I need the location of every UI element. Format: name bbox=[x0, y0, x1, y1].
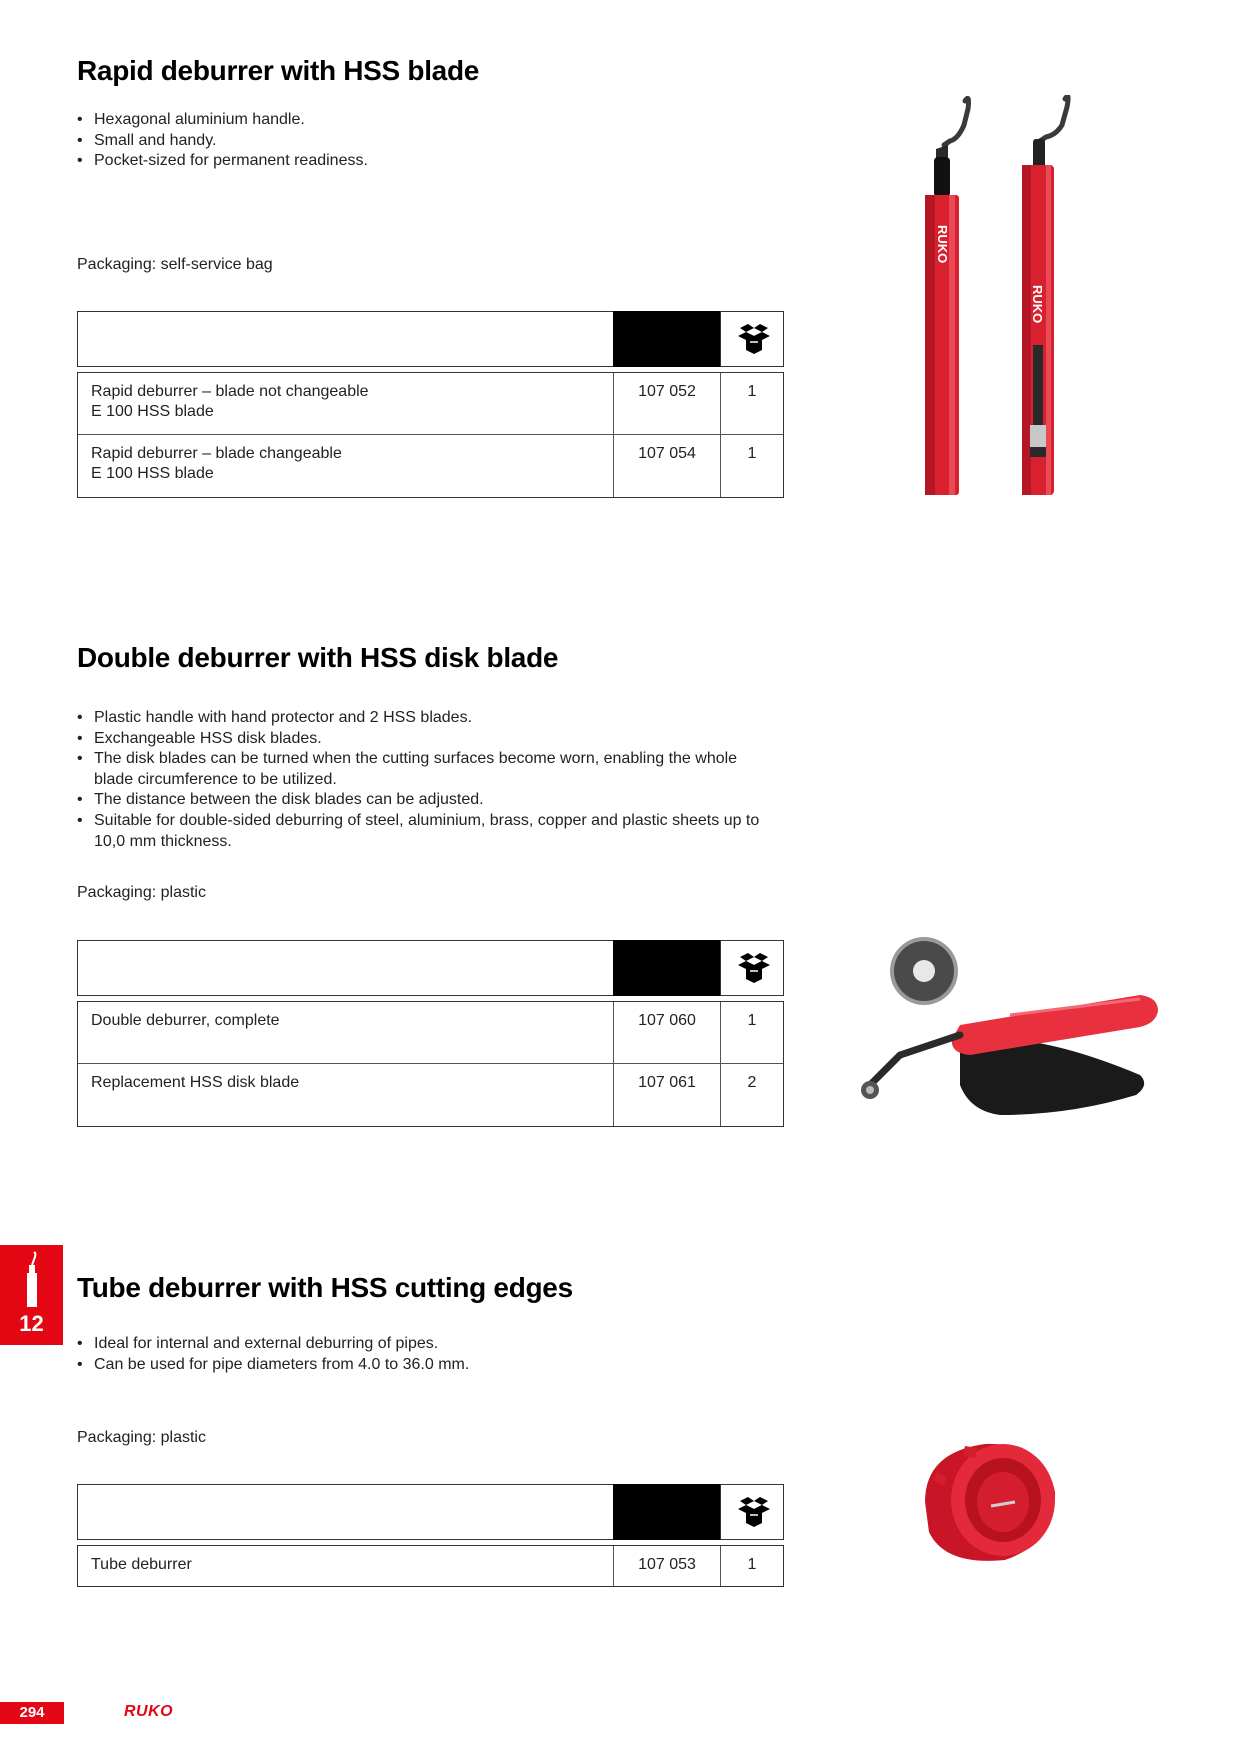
product-table bbox=[77, 1545, 784, 1587]
article-code: 107 053 bbox=[614, 1546, 721, 1586]
pack-quantity: 2 bbox=[747, 1074, 757, 1091]
table-row bbox=[78, 1064, 783, 1126]
feature-list bbox=[77, 708, 767, 852]
packaging-note: Packaging: plastic bbox=[77, 884, 206, 901]
pack-quantity: 1 bbox=[747, 383, 757, 400]
table-header bbox=[77, 311, 784, 367]
pack-quantity: 1 bbox=[747, 445, 757, 462]
product-table bbox=[77, 372, 784, 498]
page-number: 294 bbox=[0, 1702, 64, 1724]
row-description bbox=[78, 1002, 614, 1063]
packaging-note: Packaging: plastic bbox=[77, 1429, 206, 1446]
list-item: • The distance between the disk blades can be adjusted. bbox=[77, 790, 767, 811]
rapid-deburrer-image bbox=[900, 95, 1100, 505]
feature-list bbox=[77, 110, 777, 172]
description-line: E 100 HSS blade bbox=[91, 403, 214, 420]
row-description bbox=[78, 373, 614, 434]
description-line: Tube deburrer bbox=[91, 1556, 192, 1573]
list-item: • Plastic handle with hand protector and 2 HSS blades. bbox=[77, 708, 767, 729]
double-deburrer-image bbox=[840, 935, 1170, 1125]
header-qty-cell bbox=[720, 1485, 785, 1539]
chapter-number: 12 bbox=[19, 1311, 44, 1336]
section-title: Tube deburrer with HSS cutting edges bbox=[77, 1272, 573, 1303]
pack-quantity: 1 bbox=[747, 1012, 757, 1029]
description-line: E 100 HSS blade bbox=[91, 465, 214, 482]
description-line: Double deburrer, complete bbox=[91, 1012, 280, 1029]
list-item: • Suitable for double-sided deburring of steel, aluminium, brass, copper and plastic sheets up to 10,0 mm thickness. bbox=[77, 811, 767, 852]
chapter-tab bbox=[0, 1245, 63, 1345]
handle-brand-text: RUKO bbox=[1030, 285, 1045, 324]
description-line: Rapid deburrer – blade changeable bbox=[91, 445, 342, 462]
product-table bbox=[77, 1001, 784, 1127]
header-code-cell bbox=[613, 311, 720, 367]
list-item: • Small and handy. bbox=[77, 131, 777, 152]
section-title: Double deburrer with HSS disk blade bbox=[77, 642, 559, 673]
table-row bbox=[78, 435, 783, 497]
description-line: Replacement HSS disk blade bbox=[91, 1074, 300, 1091]
header-code-cell bbox=[613, 1484, 720, 1540]
row-description bbox=[78, 1546, 614, 1586]
article-code: 107 052 bbox=[614, 373, 721, 434]
table-row bbox=[78, 373, 783, 435]
row-description bbox=[78, 435, 614, 497]
article-code: 107 060 bbox=[614, 1002, 721, 1063]
article-code: 107 054 bbox=[614, 435, 721, 497]
feature-list bbox=[77, 1334, 777, 1375]
section-title: Rapid deburrer with HSS blade bbox=[77, 55, 480, 86]
header-qty-cell bbox=[720, 312, 785, 366]
article-code: 107 061 bbox=[614, 1064, 721, 1126]
table-header bbox=[77, 1484, 784, 1540]
list-item: • Exchangeable HSS disk blades. bbox=[77, 729, 767, 750]
table-header bbox=[77, 940, 784, 996]
table-row bbox=[78, 1002, 783, 1064]
list-item: • Hexagonal aluminium handle. bbox=[77, 110, 777, 131]
header-qty-cell bbox=[720, 941, 785, 995]
tube-deburrer-image bbox=[905, 1432, 1065, 1572]
list-item: • Can be used for pipe diameters from 4.0 to 36.0 mm. bbox=[77, 1355, 777, 1376]
table-row bbox=[78, 1546, 783, 1586]
list-item: • Pocket-sized for permanent readiness. bbox=[77, 151, 777, 172]
brand-logo: RUKO bbox=[124, 1703, 174, 1720]
packaging-note: Packaging: self-service bag bbox=[77, 256, 273, 273]
list-item: • Ideal for internal and external deburring of pipes. bbox=[77, 1334, 777, 1355]
handle-brand-text: RUKO bbox=[935, 225, 950, 264]
list-item: • The disk blades can be turned when the cutting surfaces become worn, enabling the whole blade circumference to be utilized. bbox=[77, 749, 767, 790]
description-line: Rapid deburrer – blade not changeable bbox=[91, 383, 369, 400]
header-code-cell bbox=[613, 940, 720, 996]
pack-quantity: 1 bbox=[747, 1556, 757, 1573]
row-description bbox=[78, 1064, 614, 1126]
